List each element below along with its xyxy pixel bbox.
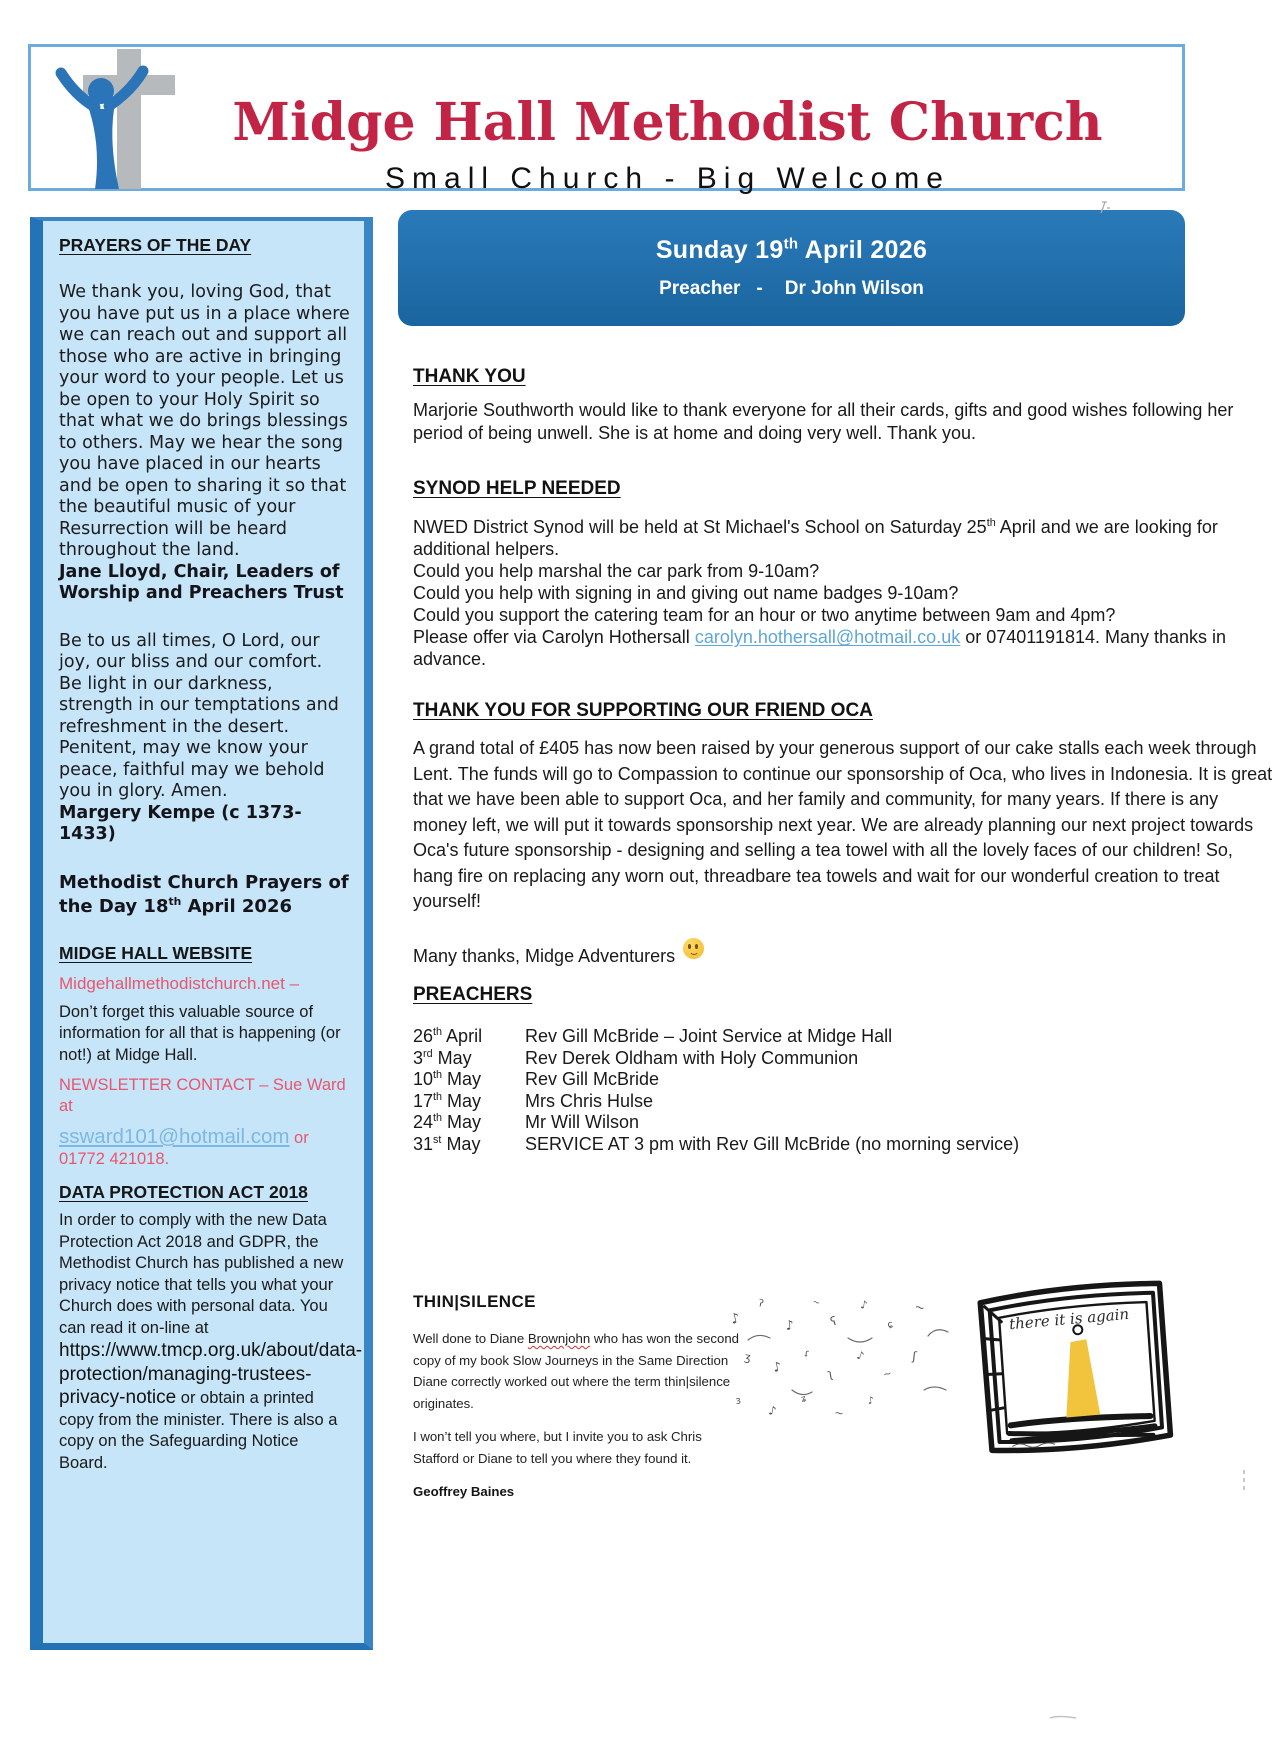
preacher-day: 3 — [413, 1047, 424, 1068]
preacher-row — [413, 1069, 1273, 1091]
preacher-day: 26 — [413, 1026, 434, 1046]
website-note: Don’t forget this valuable source of information for all that is happening (or not!) at Midge Hall. — [59, 1002, 341, 1064]
svg-text:ʒ: ʒ — [743, 1350, 753, 1365]
prayers-sidebar — [30, 217, 373, 1650]
preacher-row — [413, 1091, 1273, 1113]
prayer-2-attribution: Margery Kempe (c 1373-1433) — [59, 802, 302, 844]
preacher-day: 31 — [413, 1133, 434, 1154]
thankyou-heading: THANK YOU — [413, 366, 526, 387]
newsletter-header — [28, 44, 1185, 195]
synod-line-1-tail: April and we are looking for additional helpers. — [413, 517, 1218, 559]
service-date — [398, 210, 1185, 265]
preacher-month: April — [442, 1026, 483, 1046]
preacher-day-sup: rd — [423, 1047, 433, 1060]
sketch-caption: there it is again — [1008, 1304, 1130, 1334]
prayer-1-body: We thank you, loving God, that you have put us in a place where we can reach out and support all those who are active in bringing your word to your people. Let us be open to your Holy Spirit so that what we do brings blessings to others. May we hear the song you have placed in our hearts and be open to sharing it so that the beautiful music of your Resurrection will be heard throughout the land. — [59, 282, 350, 560]
preacher-date — [413, 1091, 525, 1113]
header-titles — [161, 92, 1174, 196]
newsletter-contact-line: NEWSLETTER CONTACT – Sue Ward at — [59, 1076, 346, 1115]
preacher-month: May — [442, 1069, 482, 1090]
preachers-heading: PREACHERS — [413, 984, 533, 1005]
preacher-day-sup: st — [433, 1133, 442, 1146]
prayer-text-1 — [59, 282, 350, 605]
preacher-detail: Mrs Chris Hulse — [525, 1090, 654, 1111]
preacher-day: 24 — [413, 1112, 434, 1133]
svg-text:ʅ: ʅ — [826, 1366, 834, 1381]
preacher-date — [413, 1069, 525, 1091]
preachers-list — [413, 1026, 1273, 1156]
svg-text:ɜ: ɜ — [734, 1395, 742, 1407]
preacher-date — [413, 1112, 525, 1134]
prayers-source-sup: th — [168, 894, 182, 908]
synod-line-5-tail: or 07401191814. Many thanks in advance. — [413, 627, 1227, 669]
svg-text:ɕ: ɕ — [886, 1319, 894, 1331]
newsletter-email-line — [59, 1126, 350, 1149]
preacher-row — [413, 1112, 1273, 1134]
synod-heading: SYNOD HELP NEEDED — [413, 478, 621, 499]
preacher-row — [413, 1134, 1273, 1156]
page-title: Midge Hall Methodist Church — [232, 92, 1103, 153]
oca-paragraph: A grand total of £405 has now been raised by your generous support of our cake stalls each week through Lent. The funds will go to Compassion to continue our sponsorship of Oca, who lives in Indonesia. It is great that we have been able to support Oca, and her family and community, for many years. If there is any money left, we will put it towards sponsorship next year. We are already planning our next project towards Oca's future sponsorship - designing and selling a tea towel with all the lovely faces of our children! So, hang fire on replacing any worn out, threadbare tea towels and wait for our wonderful creation to treat yourself! — [413, 738, 1273, 911]
service-preacher-line — [398, 278, 1185, 300]
preacher-detail: Rev Gill McBride – Joint Service at Midge Hall — [525, 1026, 893, 1046]
website-url[interactable]: Midgehallmethodistchurch.net – — [59, 973, 300, 993]
service-date-text: Sunday 19 — [655, 236, 784, 264]
preacher-name: Dr John Wilson — [784, 278, 924, 299]
prayers-source — [59, 871, 350, 919]
svg-text:ʕ: ʕ — [828, 1313, 839, 1329]
synod-line-4: Could you support the catering team for an hour or two anytime between 9am and 4pm? — [413, 605, 1116, 625]
dpa-heading: DATA PROTECTION ACT 2018 — [59, 1182, 308, 1202]
oca-thanks-line — [413, 938, 1273, 967]
svg-text:ʔ: ʔ — [757, 1298, 765, 1310]
prayers-source-text: Methodist Church Prayers of the Day 18 — [59, 871, 349, 917]
preacher-detail: SERVICE AT 3 pm with Rev Gill McBride (no morning service) — [525, 1133, 1020, 1154]
thinsilence-signature: Geoffrey Baines — [413, 1484, 515, 1499]
svg-text:~: ~ — [833, 1406, 845, 1421]
service-banner — [398, 210, 1185, 326]
synod-paragraph — [413, 516, 1273, 670]
service-date-tail: April 2026 — [798, 236, 928, 264]
svg-text:~: ~ — [811, 1297, 822, 1309]
service-date-sup: th — [783, 235, 799, 253]
svg-text:♪: ♪ — [784, 1318, 795, 1334]
preacher-day: 17 — [413, 1090, 434, 1111]
newsletter-or: or — [289, 1129, 309, 1147]
svg-text:♪: ♪ — [729, 1310, 742, 1328]
preacher-month: May — [442, 1112, 482, 1133]
preacher-day-sup: th — [433, 1026, 443, 1038]
dpa-text: In order to comply with the new Data Protection Act 2018 and GDPR, the Methodist Church has published a new privacy notice that tells you what your Church does with personal data. You can read it on-line at — [59, 1211, 344, 1337]
svg-text:♪: ♪ — [867, 1395, 875, 1407]
thankyou-paragraph: Marjorie Southworth would like to thank everyone for all their cards, gifts and good wishes following her period of being unwell. She is at home and doing very well. Thank you. — [413, 400, 1234, 443]
page-tagline: Small Church - Big Welcome — [385, 162, 950, 195]
svg-text:♪: ♪ — [855, 1348, 866, 1364]
thinsilence-section — [413, 1292, 758, 1499]
preacher-day-sup: th — [433, 1090, 443, 1103]
preacher-month: May — [442, 1090, 482, 1111]
synod-line-1 — [413, 516, 1273, 560]
thinsilence-paragraph-2: I won’t tell you where, but I invite you to ask Chris Stafford or Diane to tell you where they found it. — [413, 1429, 702, 1466]
smiley-face-icon — [683, 938, 704, 959]
synod-line-1-sup: th — [986, 517, 996, 529]
synod-line-1-text: NWED District Synod will be held at St Michael's School on Saturday 25 — [413, 517, 987, 537]
dpa-tail: or obtain a printed copy from the minister. There is also a copy on the Safeguarding Notice Board. — [59, 1389, 338, 1472]
synod-line-2: Could you help marshal the car park from 9-10am? — [413, 561, 820, 581]
newsletter-email-link[interactable]: ssward101@hotmail.com — [59, 1125, 290, 1148]
prayer-1-attribution: Jane Lloyd, Chair, Leaders of Worship and Preachers Trust — [59, 561, 344, 603]
preacher-row — [413, 1026, 1273, 1048]
preacher-label: Preacher — [659, 278, 741, 299]
synod-line-5 — [413, 626, 1273, 670]
preacher-detail: Mr Will Wilson — [525, 1112, 639, 1133]
preacher-month: May — [441, 1133, 481, 1154]
carolyn-email-link[interactable]: carolyn.hothersall@hotmail.co.uk — [694, 627, 961, 647]
oca-thanks-text: Many thanks, Midge Adventurers — [413, 946, 676, 966]
sketch-figure-in-frame-icon — [968, 1274, 1180, 1470]
preacher-month: May — [432, 1047, 472, 1068]
svg-text:♪: ♪ — [859, 1298, 869, 1312]
preacher-dash: - — [756, 278, 763, 299]
preacher-day-sup: th — [433, 1112, 443, 1125]
svg-text:ʃ: ʃ — [911, 1349, 918, 1364]
newsletter-phone: 01772 421018. — [59, 1150, 170, 1168]
scattered-notes-doodle-icon — [728, 1286, 978, 1428]
prayer-2-body: Be to us all times, O Lord, our joy, our bliss and our comfort. Be light in our darkness, strength in our temptations and refreshment in the desert. Penitent, may we know your peace, faithful may we behold you in glory. Amen. — [59, 630, 339, 801]
oca-heading: THANK YOU FOR SUPPORTING OUR FRIEND OCA — [413, 700, 873, 721]
svg-text:ɾ: ɾ — [803, 1348, 811, 1360]
svg-text:ʑ: ʑ — [800, 1393, 808, 1405]
preacher-date — [413, 1134, 525, 1156]
preacher-detail: Rev Derek Oldham with Holy Communion — [525, 1047, 859, 1068]
preacher-row — [413, 1048, 1273, 1070]
dpa-paragraph — [59, 1210, 363, 1474]
preacher-day: 10 — [413, 1069, 434, 1090]
svg-text:♪: ♪ — [767, 1403, 778, 1419]
scan-artifact — [1048, 1714, 1078, 1722]
scan-artifact — [1240, 1468, 1248, 1492]
svg-text:~: ~ — [882, 1368, 893, 1381]
synod-line-3: Could you help with signing in and giving out name badges 9-10am? — [413, 583, 959, 603]
preacher-date — [413, 1026, 525, 1048]
prayers-source-tail: April 2026 — [181, 895, 293, 917]
scan-artifact — [1098, 200, 1112, 216]
preacher-date — [413, 1048, 525, 1070]
preacher-detail: Rev Gill McBride — [525, 1069, 660, 1090]
thinsilence-p1-tail: who has won the second copy of my book Slow Journeys in the Same Direction Diane correctly worked out where the term thin|silence originates. — [413, 1331, 739, 1411]
thinsilence-p1-text: Well done to Diane — [413, 1331, 528, 1346]
dpa-url: https://www.tmcp.org.uk/about/data-protection/managing-trustees-privacy-notice — [59, 1340, 363, 1408]
thinsilence-heading: THIN|SILENCE — [413, 1292, 536, 1311]
website-heading: MIDGE HALL WEBSITE — [59, 942, 253, 963]
thinsilence-name-misspelling: Brownjohn — [527, 1331, 591, 1346]
svg-text:~: ~ — [913, 1299, 927, 1316]
thinsilence-paragraph-1 — [413, 1328, 753, 1414]
svg-text:♪: ♪ — [771, 1359, 783, 1376]
prayer-text-2 — [59, 631, 350, 846]
preacher-day-sup: th — [433, 1069, 443, 1082]
prayers-heading: PRAYERS OF THE DAY — [59, 235, 252, 255]
synod-line-5-text: Please offer via Carolyn Hothersall — [413, 627, 695, 647]
